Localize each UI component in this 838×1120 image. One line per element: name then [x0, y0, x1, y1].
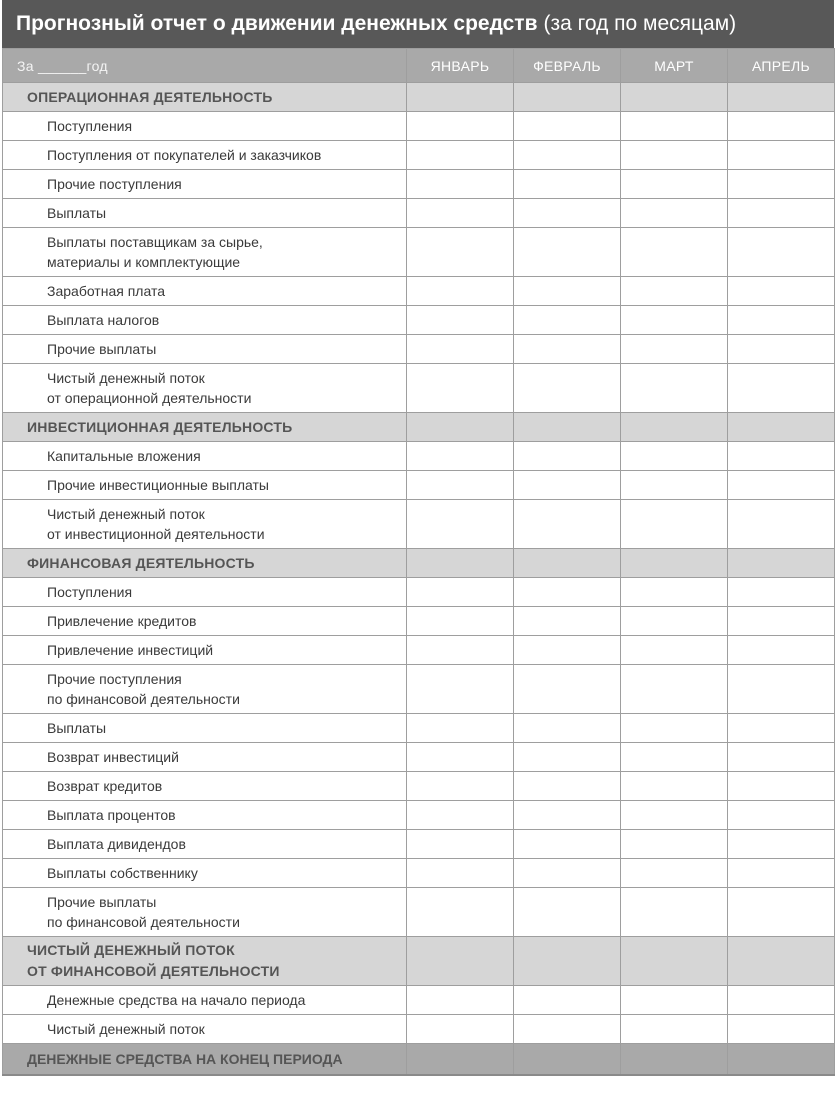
section-cell	[728, 413, 835, 442]
row-financing-6-cell-mar[interactable]	[621, 772, 728, 801]
section-cell	[728, 937, 835, 986]
row-label	[3, 500, 407, 549]
row-financing-0-cell-feb[interactable]	[514, 578, 621, 607]
title-main: Прогнозный отчет о движении денежных средств	[16, 12, 538, 35]
section-cell	[407, 549, 514, 578]
row-financing-2-cell-mar[interactable]	[621, 636, 728, 665]
row-financing-2-cell-jan[interactable]	[407, 636, 514, 665]
month-april: АПРЕЛЬ	[728, 49, 835, 83]
row-financing-8-cell-jan[interactable]	[407, 830, 514, 859]
row-operating-2-cell-feb[interactable]	[514, 170, 621, 199]
row-operating-6-cell-jan[interactable]	[407, 306, 514, 335]
row-net_financing-0-cell-mar[interactable]	[621, 986, 728, 1015]
section-cell	[621, 549, 728, 578]
row-label: Поступления	[3, 578, 407, 607]
row-financing-1-cell-feb[interactable]	[514, 607, 621, 636]
section-title: ОПЕРАЦИОННАЯ ДЕЯТЕЛЬНОСТЬ	[3, 83, 407, 112]
table-row	[3, 986, 835, 1015]
table-row	[3, 364, 835, 413]
row-operating-1-cell-mar[interactable]	[621, 141, 728, 170]
table-row	[3, 743, 835, 772]
row-financing-4-cell-jan[interactable]	[407, 714, 514, 743]
table-row	[3, 112, 835, 141]
row-label	[3, 228, 407, 277]
row-financing-9-cell-jan[interactable]	[407, 859, 514, 888]
row-label: Выплата дивидендов	[3, 830, 407, 859]
section-row-net_financing	[3, 937, 835, 986]
row-operating-2-cell-apr[interactable]	[728, 170, 835, 199]
row-investing-2-cell-mar[interactable]	[621, 500, 728, 549]
row-financing-8-cell-apr[interactable]	[728, 830, 835, 859]
row-financing-7-cell-apr[interactable]	[728, 801, 835, 830]
label-line: Прочие выплаты	[47, 894, 157, 910]
row-financing-0-cell-mar[interactable]	[621, 578, 728, 607]
label-line: Чистый денежный поток	[47, 370, 205, 386]
row-financing-7-cell-mar[interactable]	[621, 801, 728, 830]
row-label: Заработная плата	[3, 277, 407, 306]
row-operating-5-cell-feb[interactable]	[514, 277, 621, 306]
section-row-financing	[3, 549, 835, 578]
row-label: Привлечение инвестиций	[3, 636, 407, 665]
row-operating-3-cell-feb[interactable]	[514, 199, 621, 228]
table-row	[3, 306, 835, 335]
footer-row-end-of-period	[3, 1044, 835, 1076]
table-row	[3, 335, 835, 364]
row-net_financing-0-cell-feb[interactable]	[514, 986, 621, 1015]
row-operating-2-cell-mar[interactable]	[621, 170, 728, 199]
table-row	[3, 665, 835, 714]
label-line: материалы и комплектующие	[47, 254, 241, 270]
section-title: ИНВЕСТИЦИОННАЯ ДЕЯТЕЛЬНОСТЬ	[3, 413, 407, 442]
row-financing-9-cell-apr[interactable]	[728, 859, 835, 888]
month-february: ФЕВРАЛЬ	[514, 49, 621, 83]
row-investing-0-cell-apr[interactable]	[728, 442, 835, 471]
table-body	[3, 49, 835, 1076]
row-operating-4-cell-mar[interactable]	[621, 228, 728, 277]
row-financing-2-cell-feb[interactable]	[514, 636, 621, 665]
row-label: Возврат кредитов	[3, 772, 407, 801]
row-financing-7-cell-feb[interactable]	[514, 801, 621, 830]
row-financing-7-cell-jan[interactable]	[407, 801, 514, 830]
row-label: Капитальные вложения	[3, 442, 407, 471]
section-row-investing	[3, 413, 835, 442]
month-january: ЯНВАРЬ	[407, 49, 514, 83]
row-financing-3-cell-mar[interactable]	[621, 665, 728, 714]
footer-cell[interactable]	[728, 1044, 835, 1076]
section-cell	[514, 83, 621, 112]
row-operating-5-cell-mar[interactable]	[621, 277, 728, 306]
row-financing-8-cell-mar[interactable]	[621, 830, 728, 859]
row-financing-4-cell-feb[interactable]	[514, 714, 621, 743]
table-row	[3, 199, 835, 228]
row-investing-1-cell-mar[interactable]	[621, 471, 728, 500]
row-operating-4-cell-jan[interactable]	[407, 228, 514, 277]
section-cell	[407, 413, 514, 442]
row-financing-3-cell-apr[interactable]	[728, 665, 835, 714]
row-investing-2-cell-feb[interactable]	[514, 500, 621, 549]
row-label	[3, 665, 407, 714]
label-line: Выплаты поставщикам за сырье,	[47, 234, 263, 250]
row-operating-0-cell-feb[interactable]	[514, 112, 621, 141]
row-financing-5-cell-mar[interactable]	[621, 743, 728, 772]
row-operating-3-cell-jan[interactable]	[407, 199, 514, 228]
row-label: Выплаты собственнику	[3, 859, 407, 888]
row-financing-6-cell-apr[interactable]	[728, 772, 835, 801]
row-financing-1-cell-jan[interactable]	[407, 607, 514, 636]
row-operating-1-cell-feb[interactable]	[514, 141, 621, 170]
label-line: от инвестиционной деятельности	[47, 526, 265, 542]
row-operating-1-cell-jan[interactable]	[407, 141, 514, 170]
report-title	[2, 0, 834, 48]
row-label: Выплата налогов	[3, 306, 407, 335]
row-investing-1-cell-jan[interactable]	[407, 471, 514, 500]
row-financing-5-cell-feb[interactable]	[514, 743, 621, 772]
footer-cell[interactable]	[514, 1044, 621, 1076]
section-title	[3, 937, 407, 986]
row-financing-3-cell-feb[interactable]	[514, 665, 621, 714]
row-operating-7-cell-mar[interactable]	[621, 335, 728, 364]
row-operating-0-cell-jan[interactable]	[407, 112, 514, 141]
row-financing-0-cell-apr[interactable]	[728, 578, 835, 607]
table-row	[3, 170, 835, 199]
table-row	[3, 442, 835, 471]
label-line: Чистый денежный поток	[47, 506, 205, 522]
table-row	[3, 830, 835, 859]
row-operating-8-cell-jan[interactable]	[407, 364, 514, 413]
row-label: Поступления	[3, 112, 407, 141]
row-investing-0-cell-mar[interactable]	[621, 442, 728, 471]
title-subtitle: (за год по месяцам)	[543, 12, 737, 35]
row-investing-0-cell-jan[interactable]	[407, 442, 514, 471]
row-operating-4-cell-feb[interactable]	[514, 228, 621, 277]
section-row-operating	[3, 83, 835, 112]
row-financing-5-cell-jan[interactable]	[407, 743, 514, 772]
table-row	[3, 607, 835, 636]
row-label: Привлечение кредитов	[3, 607, 407, 636]
row-operating-3-cell-mar[interactable]	[621, 199, 728, 228]
row-financing-1-cell-mar[interactable]	[621, 607, 728, 636]
cash-flow-forecast-report	[2, 0, 834, 1076]
row-label: Выплаты	[3, 199, 407, 228]
row-net_financing-1-cell-apr[interactable]	[728, 1015, 835, 1044]
row-financing-10-cell-apr[interactable]	[728, 888, 835, 937]
row-label: Прочие поступления	[3, 170, 407, 199]
row-financing-9-cell-feb[interactable]	[514, 859, 621, 888]
row-label: Прочие выплаты	[3, 335, 407, 364]
row-operating-0-cell-mar[interactable]	[621, 112, 728, 141]
table-row	[3, 801, 835, 830]
label-line: от операционной деятельности	[47, 390, 252, 406]
row-label: Денежные средства на начало периода	[3, 986, 407, 1015]
row-financing-10-cell-feb[interactable]	[514, 888, 621, 937]
table-row	[3, 636, 835, 665]
row-operating-6-cell-feb[interactable]	[514, 306, 621, 335]
section-cell	[728, 549, 835, 578]
row-financing-6-cell-feb[interactable]	[514, 772, 621, 801]
section-cell	[407, 83, 514, 112]
row-operating-8-cell-mar[interactable]	[621, 364, 728, 413]
table-row	[3, 772, 835, 801]
row-financing-4-cell-apr[interactable]	[728, 714, 835, 743]
row-label: Чистый денежный поток	[3, 1015, 407, 1044]
row-operating-1-cell-apr[interactable]	[728, 141, 835, 170]
row-operating-3-cell-apr[interactable]	[728, 199, 835, 228]
section-cell	[514, 413, 621, 442]
row-financing-6-cell-jan[interactable]	[407, 772, 514, 801]
table-row	[3, 277, 835, 306]
row-operating-4-cell-apr[interactable]	[728, 228, 835, 277]
row-financing-9-cell-mar[interactable]	[621, 859, 728, 888]
label-line: по финансовой деятельности	[47, 914, 240, 930]
row-label: Прочие инвестиционные выплаты	[3, 471, 407, 500]
row-operating-8-cell-apr[interactable]	[728, 364, 835, 413]
row-operating-8-cell-feb[interactable]	[514, 364, 621, 413]
footer-cell[interactable]	[407, 1044, 514, 1076]
row-net_financing-0-cell-apr[interactable]	[728, 986, 835, 1015]
row-investing-0-cell-feb[interactable]	[514, 442, 621, 471]
table-row	[3, 228, 835, 277]
footer-cell[interactable]	[621, 1044, 728, 1076]
table-row	[3, 714, 835, 743]
row-investing-1-cell-apr[interactable]	[728, 471, 835, 500]
row-label: Возврат инвестиций	[3, 743, 407, 772]
row-label	[3, 888, 407, 937]
section-title: ФИНАНСОВАЯ ДЕЯТЕЛЬНОСТЬ	[3, 549, 407, 578]
row-financing-5-cell-apr[interactable]	[728, 743, 835, 772]
row-investing-2-cell-apr[interactable]	[728, 500, 835, 549]
row-label: Поступления от покупателей и заказчиков	[3, 141, 407, 170]
row-net_financing-0-cell-jan[interactable]	[407, 986, 514, 1015]
row-financing-8-cell-feb[interactable]	[514, 830, 621, 859]
row-operating-6-cell-apr[interactable]	[728, 306, 835, 335]
row-financing-10-cell-mar[interactable]	[621, 888, 728, 937]
label-line: ОТ ФИНАНСОВОЙ ДЕЯТЕЛЬНОСТИ	[27, 963, 280, 979]
row-financing-4-cell-mar[interactable]	[621, 714, 728, 743]
table-row	[3, 1015, 835, 1044]
row-operating-5-cell-jan[interactable]	[407, 277, 514, 306]
label-line: по финансовой деятельности	[47, 691, 240, 707]
section-cell	[514, 549, 621, 578]
row-financing-0-cell-jan[interactable]	[407, 578, 514, 607]
row-operating-5-cell-apr[interactable]	[728, 277, 835, 306]
row-operating-0-cell-apr[interactable]	[728, 112, 835, 141]
footer-title: ДЕНЕЖНЫЕ СРЕДСТВА НА КОНЕЦ ПЕРИОДА	[3, 1044, 407, 1076]
table-row	[3, 500, 835, 549]
section-cell	[728, 83, 835, 112]
year-label: За ______год	[3, 49, 407, 83]
row-operating-2-cell-jan[interactable]	[407, 170, 514, 199]
row-label: Выплаты	[3, 714, 407, 743]
table-row	[3, 578, 835, 607]
cash-flow-table	[2, 48, 835, 1076]
row-net_financing-1-cell-feb[interactable]	[514, 1015, 621, 1044]
row-operating-7-cell-apr[interactable]	[728, 335, 835, 364]
table-row	[3, 859, 835, 888]
row-operating-7-cell-feb[interactable]	[514, 335, 621, 364]
row-operating-6-cell-mar[interactable]	[621, 306, 728, 335]
label-line: ЧИСТЫЙ ДЕНЕЖНЫЙ ПОТОК	[27, 942, 235, 958]
section-cell	[514, 937, 621, 986]
table-row	[3, 471, 835, 500]
section-cell	[621, 83, 728, 112]
table-header-row	[3, 49, 835, 83]
table-row	[3, 141, 835, 170]
row-net_financing-1-cell-mar[interactable]	[621, 1015, 728, 1044]
row-financing-10-cell-jan[interactable]	[407, 888, 514, 937]
row-financing-2-cell-apr[interactable]	[728, 636, 835, 665]
row-financing-1-cell-apr[interactable]	[728, 607, 835, 636]
section-cell	[621, 413, 728, 442]
row-investing-1-cell-feb[interactable]	[514, 471, 621, 500]
month-march: МАРТ	[621, 49, 728, 83]
row-investing-2-cell-jan[interactable]	[407, 500, 514, 549]
row-financing-3-cell-jan[interactable]	[407, 665, 514, 714]
label-line: Прочие поступления	[47, 671, 182, 687]
section-cell	[621, 937, 728, 986]
section-cell	[407, 937, 514, 986]
row-label	[3, 364, 407, 413]
row-operating-7-cell-jan[interactable]	[407, 335, 514, 364]
table-row	[3, 888, 835, 937]
row-net_financing-1-cell-jan[interactable]	[407, 1015, 514, 1044]
row-label: Выплата процентов	[3, 801, 407, 830]
